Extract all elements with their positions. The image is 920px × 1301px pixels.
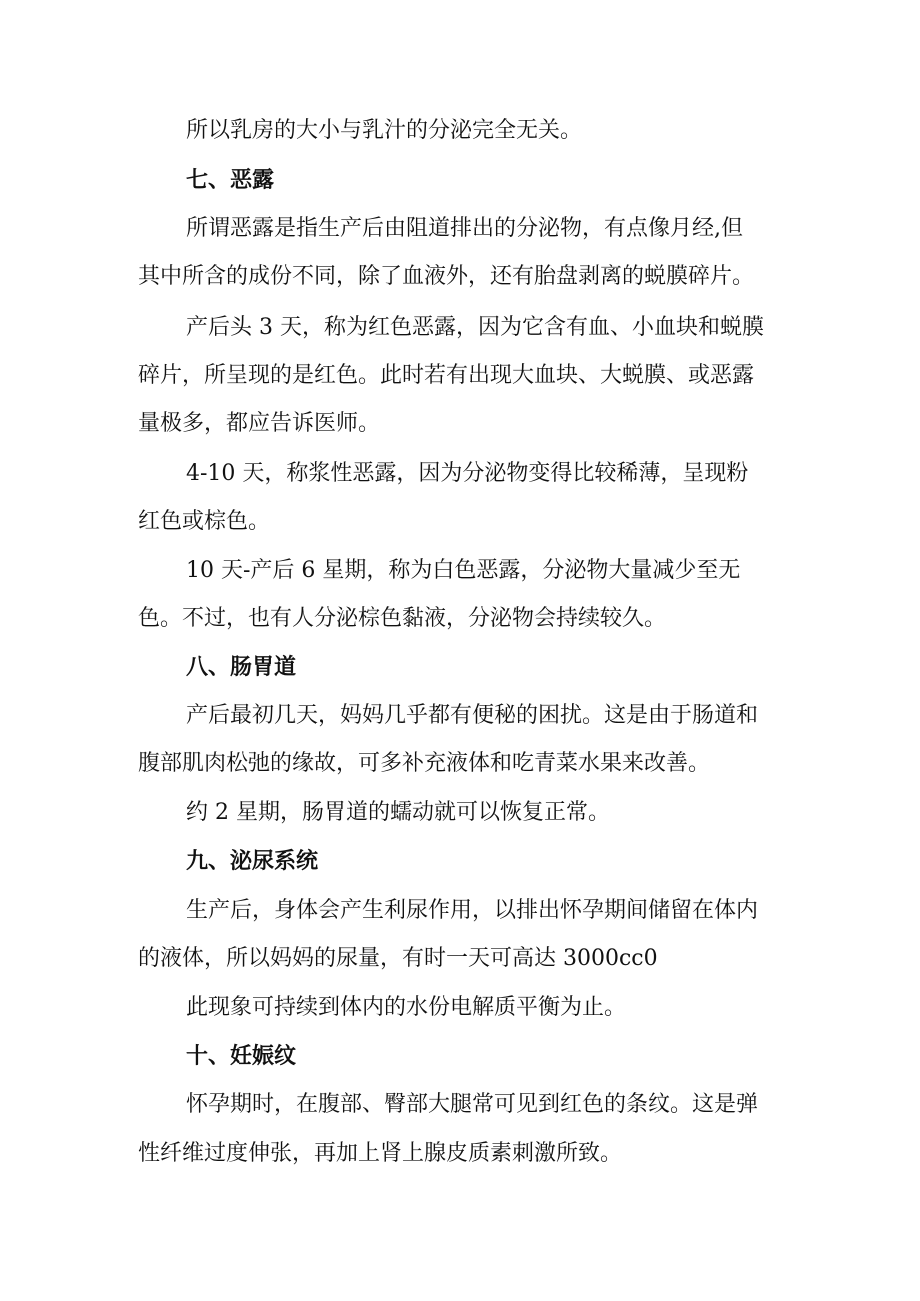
paragraph-line: 的液体，所以妈妈的尿量，有时一天可高达 3000cc0 [138,946,658,971]
paragraph-line: 碎片，所呈现的是红色。此时若有出现大血块、大蜕膜、或恶露 [138,363,755,388]
section-heading-urinary: 九、泌尿系统 [186,849,319,874]
paragraph-line: 4-10 天，称浆性恶露，因为分泌物变得比较稀薄，呈现粉 [186,461,749,486]
paragraph-line: 怀孕期时，在腹部、臀部大腿常可见到红色的条纹。这是弹 [186,1092,759,1117]
paragraph-line: 色。不过，也有人分泌棕色黏液，分泌物会持续较久。 [138,606,667,631]
paragraph-line: 生产后，身体会产生利尿作用，以排出怀孕期间储留在体内 [186,898,759,923]
section-heading-stretch-marks: 十、妊娠纹 [186,1044,297,1069]
paragraph-line: 此现象可持续到体内的水份电解质平衡为止。 [186,995,627,1020]
paragraph-line: 红色或棕色。 [138,509,271,534]
paragraph-line: 其中所含的成份不同，除了血液外，还有胎盘剥离的蜕膜碎片。 [138,264,755,289]
paragraph-line: 所谓恶露是指生产后由阻道排出的分泌物，有点像月经,但 [186,216,743,241]
paragraph-line: 产后最初几天，妈妈几乎都有便秘的困扰。这是由于肠道和 [186,703,759,728]
paragraph-line: 约 2 星期，肠胃道的蠕动就可以恢复正常。 [186,800,610,825]
section-heading-gastrointestinal: 八、肠胃道 [186,655,297,680]
section-heading-lochia: 七、恶露 [186,168,275,193]
paragraph-line: 性纤维过度伸张，再加上肾上腺皮质素刺激所致。 [138,1141,623,1166]
paragraph-line: 产后头 3 天，称为红色恶露，因为它含有血、小血块和蜕膜 [186,315,764,340]
paragraph-line: 10 天-产后 6 星期，称为白色恶露，分泌物大量减少至无 [186,558,741,583]
paragraph-line: 所以乳房的大小与乳汁的分泌完全无关。 [186,118,583,143]
paragraph-line: 量极多，都应告诉医师。 [138,411,381,436]
paragraph-line: 腹部肌肉松弛的缘故，可多补充液体和吃青菜水果来改善。 [138,751,711,776]
